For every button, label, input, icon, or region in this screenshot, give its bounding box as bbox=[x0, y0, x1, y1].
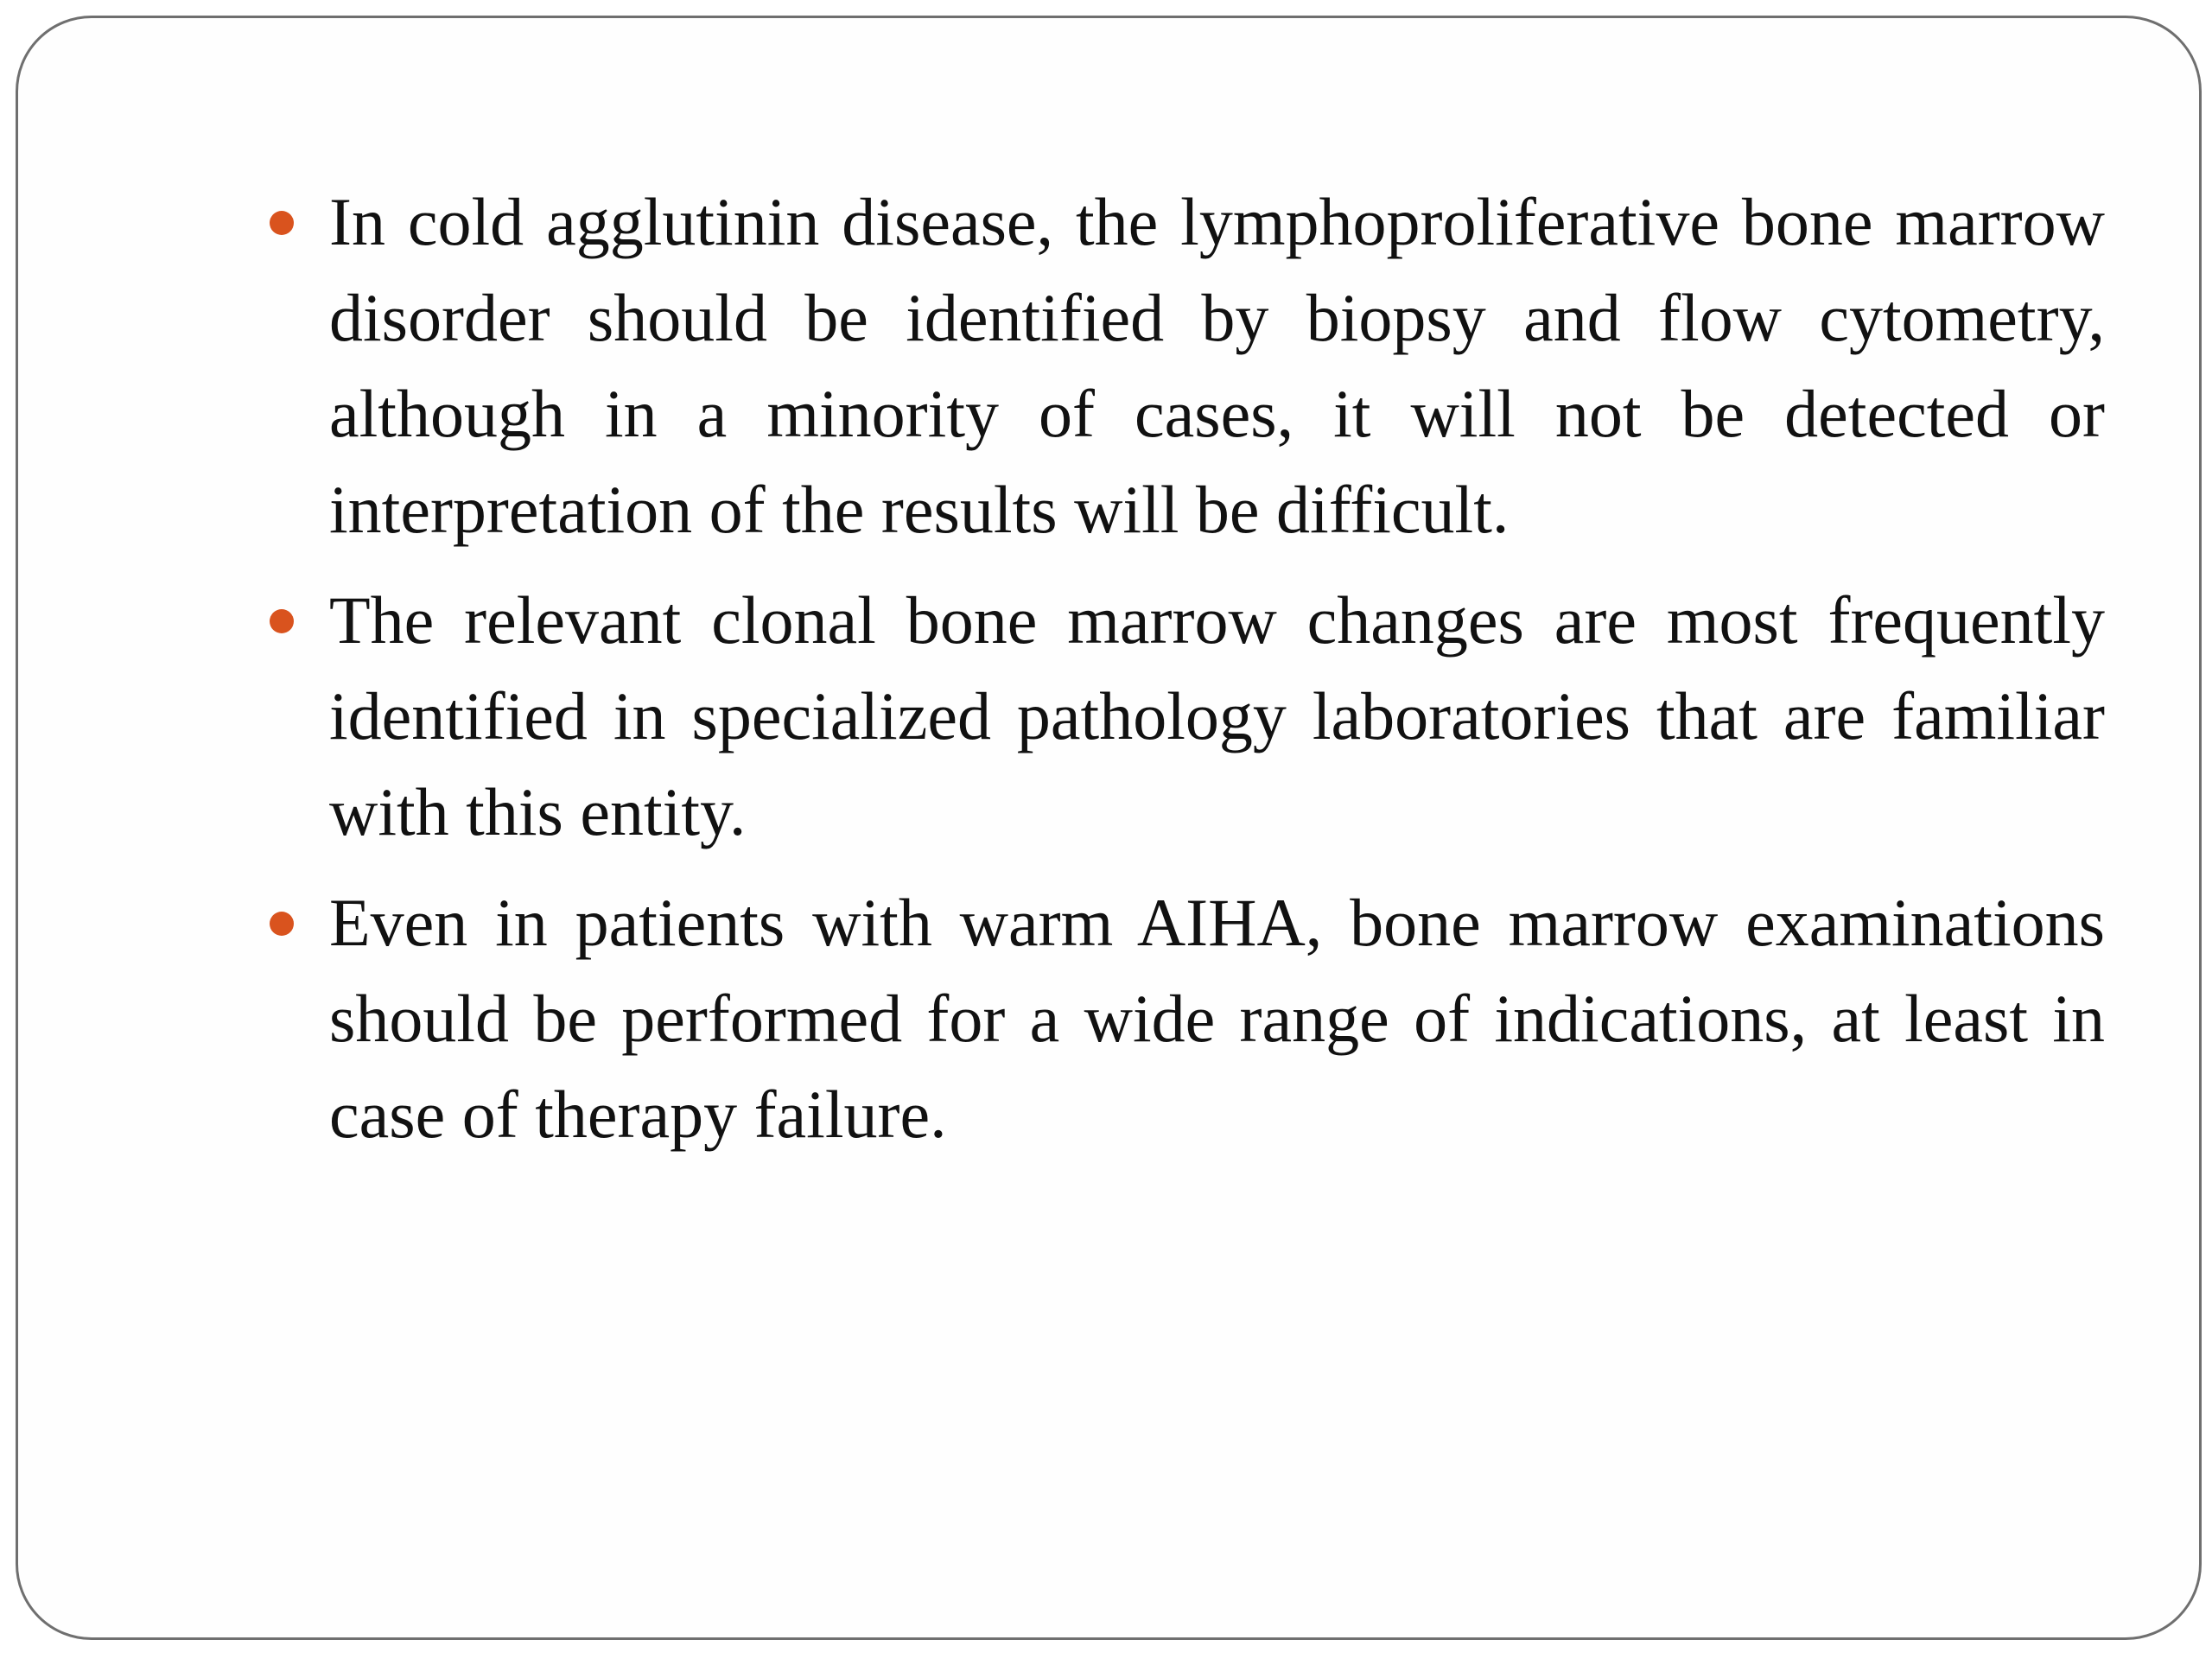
bullet-item-3 bbox=[260, 874, 2105, 1162]
bullet-item-2 bbox=[260, 572, 2105, 860]
bullet-dot-icon bbox=[270, 609, 294, 633]
bullet-list bbox=[260, 174, 2105, 1177]
bullet-dot-icon bbox=[270, 912, 294, 936]
bullet-text: In cold agglutinin disease, the lymphoproliferative bone marrow disorder should be identified by biopsy and flow cytometry, although in a minority of cases, it will not be detected or interpretation of the results will be difficult. bbox=[329, 184, 2105, 547]
slide-frame bbox=[16, 16, 2202, 1640]
bullet-dot-icon bbox=[270, 211, 294, 235]
bullet-text: The relevant clonal bone marrow changes are most frequently identified in specialized pathology laboratories that are familiar with this entity. bbox=[329, 582, 2105, 849]
bullet-text: Even in patients with warm AIHA, bone marrow examinations should be performed for a wide range of indications, at least in case of therapy failure. bbox=[329, 885, 2105, 1152]
bullet-item-1 bbox=[260, 174, 2105, 557]
